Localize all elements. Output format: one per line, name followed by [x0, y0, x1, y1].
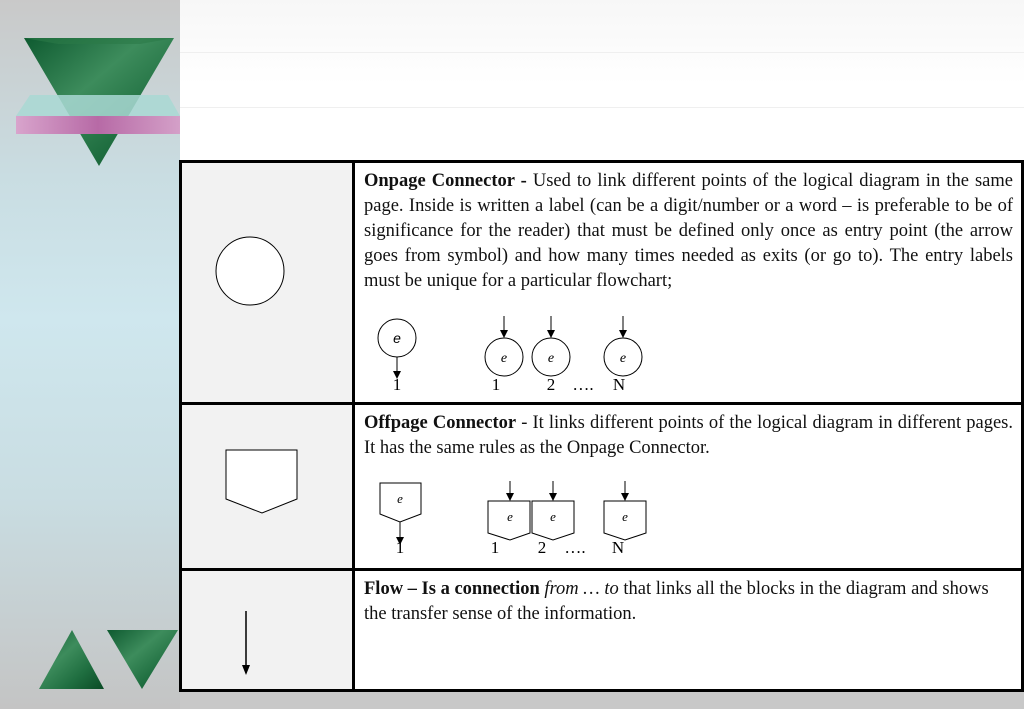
pink-band [16, 116, 180, 134]
decorative-triangles [0, 0, 180, 709]
offpage-description [364, 411, 1013, 461]
onpage-example-diagram [355, 313, 1024, 393]
onpage-exit-label: e [500, 351, 508, 366]
offpage-connector-symbol [182, 405, 352, 563]
onpage-entry-number: 1 [392, 375, 402, 393]
onpage-exit-label: e [547, 351, 555, 366]
offpage-entry-label: e [397, 491, 403, 506]
green-triangle-down-small [107, 630, 178, 689]
onpage-entry-label: e [393, 330, 401, 346]
green-triangle-up [39, 630, 104, 689]
teal-band [16, 95, 180, 116]
offpage-exit-label: e [622, 509, 628, 524]
description-cell [354, 162, 1023, 404]
onpage-exit-label: e [619, 351, 627, 366]
description-cell [354, 570, 1023, 691]
onpage-title: Onpage Connector - [364, 171, 527, 191]
onpage-text: Used to link different points of the logical diagram in the same page. Inside is written a label (can be a digit/number or a word – is preferable to be of significance for the reader) that must be defined only once as entry point (the arrow goes from symbol) and how many times needed as exits (or go to). The entry labels must be unique for a particular flowchart; [364, 171, 1013, 291]
offpage-exit-number: 2 [537, 538, 547, 557]
table-row [181, 404, 1023, 570]
description-cell [354, 404, 1023, 570]
offpage-exit-label: e [550, 509, 556, 524]
symbol-table [179, 160, 1024, 692]
symbol-cell [181, 570, 354, 691]
onpage-ellipsis: …. [572, 375, 594, 393]
flow-title: Flow – Is a connection [364, 579, 540, 599]
offpage-exit-label: e [507, 509, 513, 524]
offpage-exit-number: 1 [490, 538, 500, 557]
offpage-text: - It links different points of the logical diagram in different pages. It has the same rules as the Onpage Connector. [364, 413, 1013, 458]
symbol-cell [181, 162, 354, 404]
onpage-exit-number: 1 [491, 375, 501, 393]
offpage-example-diagram [355, 481, 1024, 561]
offpage-ellipsis: …. [564, 538, 586, 557]
onpage-exit-number: N [612, 375, 626, 393]
flow-arrow-symbol [182, 571, 352, 684]
onpage-connector-symbol [182, 163, 352, 397]
flow-description [364, 577, 1004, 627]
onpage-description [364, 169, 1013, 294]
offpage-title: Offpage Connector [364, 413, 517, 433]
onpage-exit-number: 2 [546, 375, 556, 393]
symbol-cell [181, 404, 354, 570]
flow-text: that links all the blocks in the diagram and shows the transfer sense of the information. [364, 579, 989, 624]
table-row [181, 162, 1023, 404]
offpage-exit-number: N [611, 538, 625, 557]
flow-italic: from … to [539, 579, 619, 599]
offpage-entry-number: 1 [395, 538, 405, 557]
table-row [181, 570, 1023, 691]
